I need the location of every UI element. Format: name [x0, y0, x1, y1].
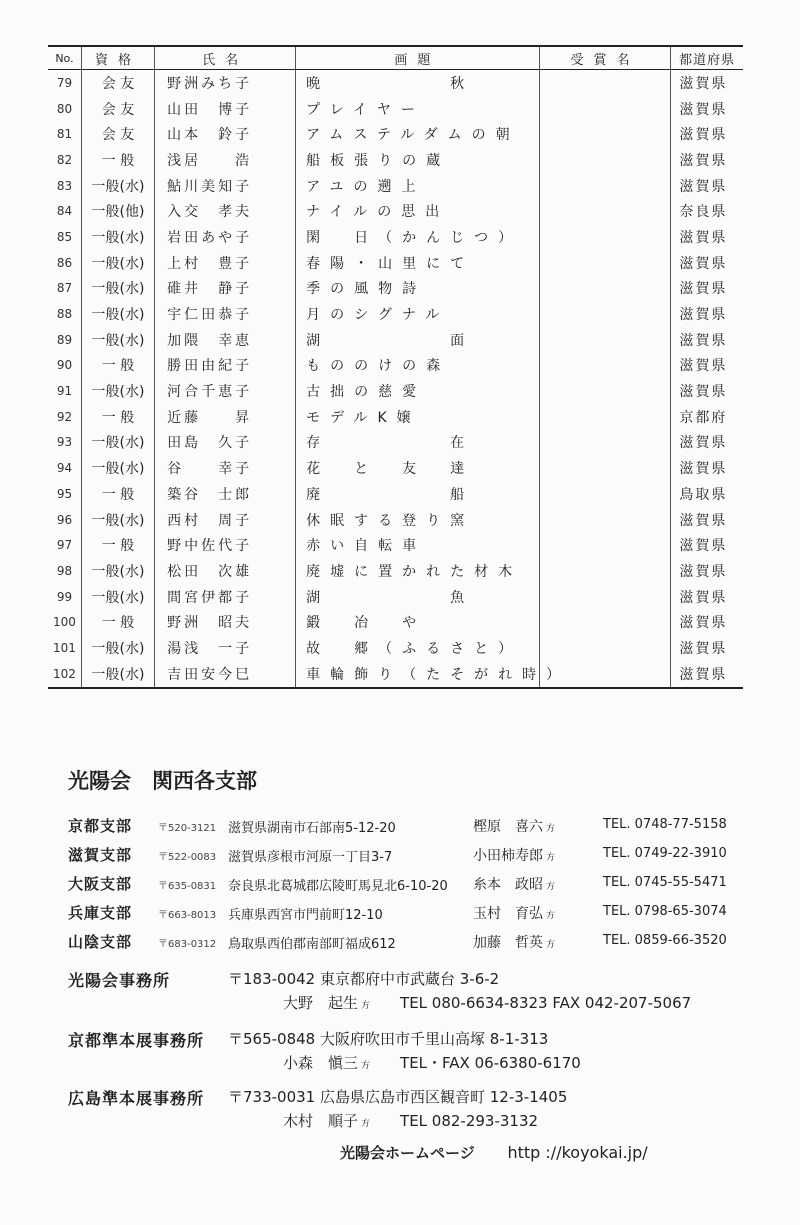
table-row: [48, 661, 743, 688]
cell-award: [539, 121, 671, 147]
cell-qualification: 会 友: [81, 96, 154, 122]
cell-title: アユの遡上: [296, 173, 540, 199]
cell-name: 野洲 昭夫: [155, 609, 296, 635]
table-header-row: [48, 46, 743, 70]
office-contact-line: [283, 1110, 538, 1131]
cell-qualification: 一般(水): [81, 661, 154, 688]
cell-prefecture: 滋賀県: [671, 353, 743, 379]
cell-no: 89: [56, 332, 73, 347]
cell-award: [539, 507, 671, 533]
office-contact-name: 木村 順子: [283, 1112, 359, 1130]
branch-contact-name: 小田柿寿郎: [473, 848, 543, 864]
cell-prefecture: 滋賀県: [671, 430, 743, 456]
cell-qualification: 一般(他): [81, 198, 154, 224]
table-row: [48, 584, 743, 610]
cell-award: [539, 301, 671, 327]
cell-prefecture: 滋賀県: [671, 635, 743, 661]
branch-name: 兵庫支部: [68, 904, 133, 922]
branch-honorific: 方: [546, 882, 556, 892]
table-row: [48, 507, 743, 533]
cell-no: 84: [56, 204, 73, 219]
cell-name: 入交 孝夫: [155, 198, 296, 224]
cell-name: 松田 次雄: [155, 558, 296, 584]
cell-name: 宇仁田恭子: [155, 301, 296, 327]
branch-zip: 〒683-0312: [158, 939, 217, 950]
cell-name: 山田 博子: [155, 96, 296, 122]
office-tel: TEL・FAX 06-6380-6170: [400, 1054, 581, 1072]
cell-name: 浅居 浩: [155, 147, 296, 173]
branch-address: 滋賀県湖南市石部南5-12-20: [228, 821, 396, 836]
cell-name: 碓井 静子: [155, 276, 296, 302]
exhibitor-table: [48, 45, 743, 689]
cell-title: もののけの森: [296, 353, 540, 379]
table-row: [48, 276, 743, 302]
office-contact-line: [283, 992, 691, 1013]
cell-prefecture: 滋賀県: [671, 96, 743, 122]
cell-name: 岩田あや子: [155, 224, 296, 250]
homepage-line: [340, 1142, 648, 1163]
office-honorific: 方: [361, 1119, 371, 1129]
office-honorific: 方: [361, 1061, 371, 1071]
table-row: [48, 532, 743, 558]
cell-title: 赤い自転車: [296, 532, 540, 558]
cell-qualification: 一 般: [81, 353, 154, 379]
cell-title: ナイルの思出: [296, 198, 540, 224]
cell-name: 近藤 昇: [155, 404, 296, 430]
table-row: [48, 609, 743, 635]
cell-no: 82: [56, 152, 73, 167]
cell-award: [539, 635, 671, 661]
cell-no: 88: [56, 307, 73, 322]
branch-contact: [473, 816, 555, 836]
cell-award: [539, 532, 671, 558]
cell-title: 廃墟に置かれた材木: [296, 558, 540, 584]
cell-name: 野洲みち子: [155, 70, 296, 96]
homepage-url[interactable]: http ://koyokai.jp/: [507, 1143, 648, 1162]
cell-prefecture: 滋賀県: [671, 558, 743, 584]
branch-zip: 〒522-0083: [158, 852, 217, 863]
cell-qualification: 一般(水): [81, 507, 154, 533]
cell-award: [539, 584, 671, 610]
cell-prefecture: 滋賀県: [671, 609, 743, 635]
branch-tel: TEL. 0749-22-3910: [603, 846, 727, 861]
cell-prefecture: 滋賀県: [671, 121, 743, 147]
branch-tel: TEL. 0859-66-3520: [603, 933, 727, 948]
cell-no: 86: [56, 255, 73, 270]
cell-name: 加隈 幸恵: [155, 327, 296, 353]
cell-no: 92: [56, 409, 73, 424]
office-tel: TEL 082-293-3132: [400, 1112, 539, 1130]
branch-name: 滋賀支部: [68, 846, 133, 864]
cell-qualification: 一般(水): [81, 250, 154, 276]
header-title: 画題: [296, 46, 540, 70]
header-name: 氏名: [155, 46, 296, 70]
table-body: [48, 70, 743, 688]
cell-no: 97: [56, 538, 73, 553]
cell-no: 80: [56, 101, 73, 116]
branch-zip: 〒635-0831: [158, 881, 217, 892]
cell-qualification: 会 友: [81, 121, 154, 147]
cell-no: 100: [53, 615, 76, 630]
branch-zip: 〒520-3121: [158, 823, 217, 834]
table-row: [48, 455, 743, 481]
cell-title: 湖 魚: [296, 584, 540, 610]
cell-award: [539, 327, 671, 353]
cell-qualification: 会 友: [81, 70, 154, 96]
office-name: 広島準本展事務所: [68, 1089, 205, 1108]
cell-award: [539, 430, 671, 456]
cell-title: 廃 船: [296, 481, 540, 507]
cell-title: 晩 秋: [296, 70, 540, 96]
table-row: [48, 147, 743, 173]
cell-title: 船板張りの蔵: [296, 147, 540, 173]
branch-contact-name: 糸本 政昭: [473, 877, 543, 893]
cell-name: 築谷 士郎: [155, 481, 296, 507]
cell-title: 湖 面: [296, 327, 540, 353]
branch-honorific: 方: [546, 824, 556, 834]
branch-name: 京都支部: [68, 817, 133, 835]
header-award: 受賞名: [539, 46, 671, 70]
cell-title: 鍛 冶 や: [296, 609, 540, 635]
cell-no: 96: [56, 512, 73, 527]
cell-award: [539, 455, 671, 481]
branch-name: 山陰支部: [68, 933, 133, 951]
office-honorific: 方: [361, 1001, 371, 1011]
cell-title: 存 在: [296, 430, 540, 456]
cell-prefecture: 滋賀県: [671, 661, 743, 688]
table-row: [48, 70, 743, 96]
table-row: [48, 378, 743, 404]
branch-address: 兵庫県西宮市門前町12-10: [228, 908, 383, 923]
cell-title: 故 郷（ふるさと）: [296, 635, 540, 661]
table-row: [48, 404, 743, 430]
branch-honorific: 方: [546, 940, 556, 950]
branch-tel: TEL. 0745-55-5471: [603, 875, 727, 890]
cell-no: 98: [56, 563, 73, 578]
cell-qualification: 一般(水): [81, 173, 154, 199]
cell-award: [539, 276, 671, 302]
cell-award: [539, 404, 671, 430]
cell-title: 閑 日（かんじつ）: [296, 224, 540, 250]
cell-qualification: 一 般: [81, 481, 154, 507]
branch-tel: TEL. 0748-77-5158: [603, 817, 727, 832]
cell-qualification: 一 般: [81, 609, 154, 635]
office-name: 光陽会事務所: [68, 971, 171, 990]
cell-title: 月のシグナル: [296, 301, 540, 327]
cell-prefecture: 奈良県: [671, 198, 743, 224]
office-tel: TEL 080-6634-8323 FAX 042-207-5067: [400, 994, 692, 1012]
table-row: [48, 558, 743, 584]
cell-qualification: 一般(水): [81, 327, 154, 353]
cell-award: [539, 558, 671, 584]
cell-award: [539, 147, 671, 173]
branch-contact: [473, 932, 555, 952]
cell-award: [539, 198, 671, 224]
cell-award: [539, 609, 671, 635]
cell-no: 87: [56, 281, 73, 296]
table-row: [48, 173, 743, 199]
cell-name: 勝田由紀子: [155, 353, 296, 379]
header-no: No.: [48, 46, 81, 70]
table-row: [48, 481, 743, 507]
cell-qualification: 一般(水): [81, 584, 154, 610]
cell-qualification: 一般(水): [81, 635, 154, 661]
cell-name: 河合千恵子: [155, 378, 296, 404]
cell-award: [539, 96, 671, 122]
cell-name: 湯浅 一子: [155, 635, 296, 661]
cell-no: 91: [56, 384, 73, 399]
cell-title: 古拙の慈愛: [296, 378, 540, 404]
cell-qualification: 一般(水): [81, 276, 154, 302]
branch-address: 奈良県北葛城郡広陵町馬見北6-10-20: [228, 879, 448, 894]
cell-qualification: 一般(水): [81, 224, 154, 250]
cell-no: 102: [53, 666, 76, 681]
cell-no: 85: [56, 229, 73, 244]
cell-award: [539, 353, 671, 379]
cell-name: 西村 周子: [155, 507, 296, 533]
cell-prefecture: 滋賀県: [671, 378, 743, 404]
cell-title: プレイヤー: [296, 96, 540, 122]
branch-contact: [473, 903, 555, 923]
homepage-label: 光陽会ホームページ: [340, 1144, 475, 1162]
cell-prefecture: 滋賀県: [671, 327, 743, 353]
cell-award: [539, 224, 671, 250]
cell-title: 季の風物詩: [296, 276, 540, 302]
cell-prefecture: 滋賀県: [671, 507, 743, 533]
branch-zip: 〒663-8013: [158, 910, 217, 921]
office-contact-name: 大野 起生: [283, 994, 359, 1012]
table-row: [48, 224, 743, 250]
cell-no: 81: [56, 127, 73, 142]
branch-contact-name: 玉村 育弘: [473, 906, 543, 922]
cell-name: 上村 豊子: [155, 250, 296, 276]
cell-no: 83: [56, 178, 73, 193]
branch-contact: [473, 845, 555, 865]
office-name: 京都準本展事務所: [68, 1031, 205, 1050]
office-contact-name: 小森 愼三: [283, 1054, 359, 1072]
cell-prefecture: 鳥取県: [671, 481, 743, 507]
cell-prefecture: 滋賀県: [671, 173, 743, 199]
table-row: [48, 635, 743, 661]
branch-honorific: 方: [546, 911, 556, 921]
cell-title: モデルK嬢: [296, 404, 540, 430]
header-qualification: 資格: [81, 46, 154, 70]
branch-contact-name: 樫原 喜六: [473, 819, 543, 835]
cell-title: アムステルダムの朝: [296, 121, 540, 147]
cell-qualification: 一般(水): [81, 455, 154, 481]
cell-no: 95: [56, 486, 73, 501]
cell-no: 94: [56, 461, 73, 476]
table-row: [48, 327, 743, 353]
cell-qualification: 一般(水): [81, 378, 154, 404]
table-row: [48, 96, 743, 122]
cell-award: [539, 481, 671, 507]
cell-prefecture: 京都府: [671, 404, 743, 430]
cell-qualification: 一 般: [81, 404, 154, 430]
cell-no: 101: [53, 640, 76, 655]
cell-no: 79: [56, 75, 73, 90]
cell-name: 谷 幸子: [155, 455, 296, 481]
cell-award: [539, 378, 671, 404]
table-row: [48, 250, 743, 276]
cell-prefecture: 滋賀県: [671, 250, 743, 276]
cell-title: 花 と 友 達: [296, 455, 540, 481]
cell-award: [539, 173, 671, 199]
cell-prefecture: 滋賀県: [671, 455, 743, 481]
cell-no: 93: [56, 435, 73, 450]
cell-prefecture: 滋賀県: [671, 70, 743, 96]
cell-prefecture: 滋賀県: [671, 301, 743, 327]
cell-name: 吉田安今巳: [155, 661, 296, 688]
branch-address: 滋賀県彦根市河原一丁目3-7: [228, 850, 393, 865]
branch-contact-name: 加藤 哲英: [473, 935, 543, 951]
office-address: 〒733-0031 広島県広島市西区観音町 12-3-1405: [228, 1088, 568, 1106]
office-address: 〒565-0848 大阪府吹田市千里山高塚 8-1-313: [228, 1030, 549, 1048]
branch-contact: [473, 874, 555, 894]
cell-award: [539, 70, 671, 96]
table-row: [48, 198, 743, 224]
cell-name: 田島 久子: [155, 430, 296, 456]
header-prefecture: 都道府県: [671, 46, 743, 70]
branch-name: 大阪支部: [68, 875, 133, 893]
cell-qualification: 一般(水): [81, 301, 154, 327]
cell-qualification: 一般(水): [81, 430, 154, 456]
table-row: [48, 121, 743, 147]
cell-name: 山本 鈴子: [155, 121, 296, 147]
table-row: [48, 430, 743, 456]
cell-prefecture: 滋賀県: [671, 276, 743, 302]
branch-honorific: 方: [546, 853, 556, 863]
cell-no: 99: [56, 589, 73, 604]
cell-title: 休眠する登り窯: [296, 507, 540, 533]
cell-prefecture: 滋賀県: [671, 584, 743, 610]
office-contact-line: [283, 1052, 581, 1073]
cell-qualification: 一 般: [81, 532, 154, 558]
cell-title: 車輪飾り（たそがれ時）: [296, 661, 540, 688]
cell-name: 野中佐代子: [155, 532, 296, 558]
table-row: [48, 353, 743, 379]
branch-address: 鳥取県西伯郡南部町福成612: [228, 937, 396, 952]
section-title: 光陽会 関西各支部: [68, 769, 257, 793]
branch-tel: TEL. 0798-65-3074: [603, 904, 727, 919]
office-address: 〒183-0042 東京都府中市武蔵台 3-6-2: [228, 970, 500, 988]
cell-qualification: 一般(水): [81, 558, 154, 584]
cell-name: 間宮伊都子: [155, 584, 296, 610]
cell-award: [539, 250, 671, 276]
cell-prefecture: 滋賀県: [671, 532, 743, 558]
cell-name: 鮎川美知子: [155, 173, 296, 199]
cell-prefecture: 滋賀県: [671, 224, 743, 250]
cell-prefecture: 滋賀県: [671, 147, 743, 173]
cell-no: 90: [56, 358, 73, 373]
table-row: [48, 301, 743, 327]
cell-qualification: 一 般: [81, 147, 154, 173]
cell-title: 春陽・山里にて: [296, 250, 540, 276]
